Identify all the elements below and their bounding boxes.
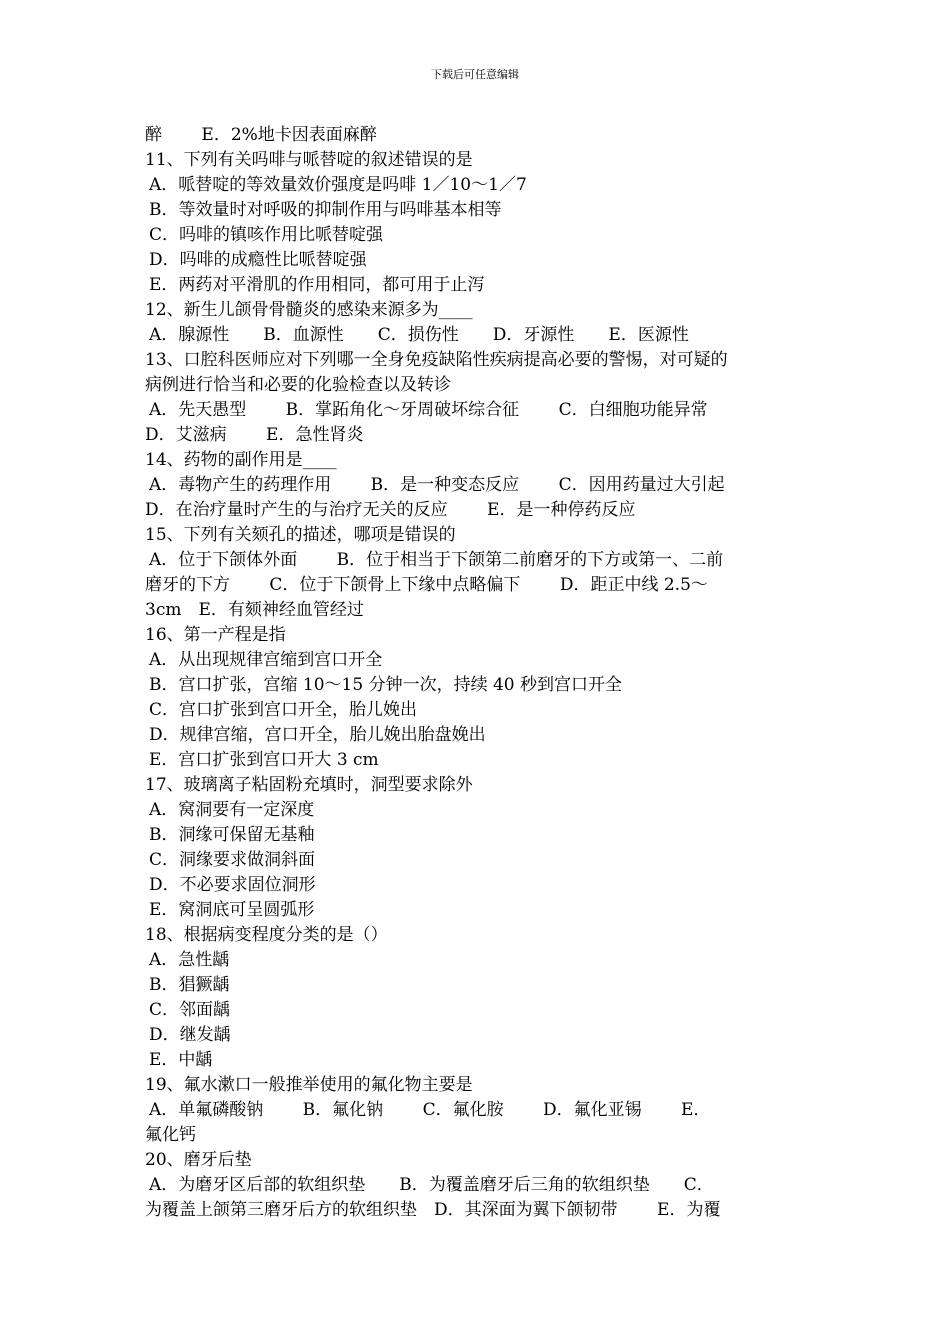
option-line: A．为磨牙区后部的软组织垫 B．为覆盖磨牙后三角的软组织垫 C． bbox=[149, 1175, 714, 1195]
option-line: A．腺源性 B．血源性 C．损伤性 D．牙源性 E．医源性 bbox=[149, 325, 689, 345]
question-20: 20、磨牙后垫 bbox=[145, 1150, 252, 1170]
option-line: A．单氟磷酸钠 B．氟化钠 C．氟化胺 D．氟化亚锡 E． bbox=[149, 1100, 711, 1120]
question-18: 18、根据病变程度分类的是（） bbox=[145, 925, 388, 945]
option-line: D．吗啡的成瘾性比哌替啶强 bbox=[149, 250, 367, 270]
option-line: 磨牙的下方 C．位于下颌骨上下缘中点略偏下 D．距正中线 2.5～ bbox=[145, 575, 708, 595]
option-line: A．毒物产生的药理作用 B．是一种变态反应 C．因用药量过大引起 bbox=[149, 475, 725, 495]
option-line: A．哌替啶的等效量效价强度是吗啡 1／10～1／7 bbox=[149, 175, 527, 195]
option-line: E．宫口扩张到宫口开大 3 cm bbox=[149, 750, 379, 770]
question-19: 19、氟水漱口一般推举使用的氟化物主要是 bbox=[145, 1075, 473, 1095]
option-line: D．继发龋 bbox=[149, 1025, 231, 1045]
option-line: A．窝洞要有一定深度 bbox=[149, 800, 315, 820]
text-line: 醉 E．2%地卡因表面麻醉 bbox=[145, 125, 377, 145]
option-line: 3cm E．有颏神经血管经过 bbox=[145, 600, 364, 620]
option-line: C．宫口扩张到宫口开全，胎儿娩出 bbox=[149, 700, 418, 720]
option-line: D．艾滋病 E．急性肾炎 bbox=[145, 425, 364, 445]
question-13: 13、口腔科医师应对下列哪一全身免疫缺陷性疾病提高必要的警惕，对可疑的 bbox=[145, 350, 728, 370]
option-line: D．规律宫缩，宫口开全，胎儿娩出胎盘娩出 bbox=[149, 725, 486, 745]
option-line: 氟化钙 bbox=[145, 1125, 196, 1145]
document-body bbox=[145, 123, 810, 1223]
option-line: A．先天愚型 B．掌跖角化～牙周破坏综合征 C．白细胞功能异常 bbox=[149, 400, 708, 420]
option-line: 为覆盖上颌第三磨牙后方的软组织垫 D．其深面为翼下颌韧带 E．为覆 bbox=[145, 1200, 721, 1220]
question-11: 11、下列有关吗啡与哌替啶的叙述错误的是 bbox=[145, 150, 473, 170]
question-15: 15、下列有关颏孔的描述，哪项是错误的 bbox=[145, 525, 456, 545]
question-16: 16、第一产程是指 bbox=[145, 625, 286, 645]
question-14: 14、药物的副作用是____ bbox=[145, 450, 337, 470]
question-13-cont: 病例进行恰当和必要的化验检查以及转诊 bbox=[145, 375, 451, 395]
option-line: B．等效量时对呼吸的抑制作用与吗啡基本相等 bbox=[149, 200, 502, 220]
option-line: C．洞缘要求做洞斜面 bbox=[149, 850, 316, 870]
option-line: B．洞缘可保留无基釉 bbox=[149, 825, 315, 845]
option-line: E．窝洞底可呈圆弧形 bbox=[149, 900, 315, 920]
option-line: E．中龋 bbox=[149, 1050, 213, 1070]
question-17: 17、玻璃离子粘固粉充填时，洞型要求除外 bbox=[145, 775, 473, 795]
option-line: A．位于下颌体外面 B．位于相当于下颌第二前磨牙的下方或第一、二前 bbox=[149, 550, 724, 570]
page-header: 下载后可任意编辑 bbox=[431, 68, 519, 81]
option-line: A．从出现规律宫缩到宫口开全 bbox=[149, 650, 383, 670]
option-line: D．在治疗量时产生的与治疗无关的反应 E．是一种停药反应 bbox=[145, 500, 636, 520]
option-line: C．邻面龋 bbox=[149, 1000, 231, 1020]
option-line: B．宫口扩张，宫缩 10～15 分钟一次，持续 40 秒到宫口开全 bbox=[149, 675, 623, 695]
question-12: 12、新生儿颌骨骨髓炎的感染来源多为____ bbox=[145, 300, 473, 320]
option-line: A．急性龋 bbox=[149, 950, 230, 970]
option-line: D．不必要求固位洞形 bbox=[149, 875, 316, 895]
option-line: E．两药对平滑肌的作用相同，都可用于止泻 bbox=[149, 275, 485, 295]
option-line: B．猖獗龋 bbox=[149, 975, 230, 995]
option-line: C．吗啡的镇咳作用比哌替啶强 bbox=[149, 225, 384, 245]
